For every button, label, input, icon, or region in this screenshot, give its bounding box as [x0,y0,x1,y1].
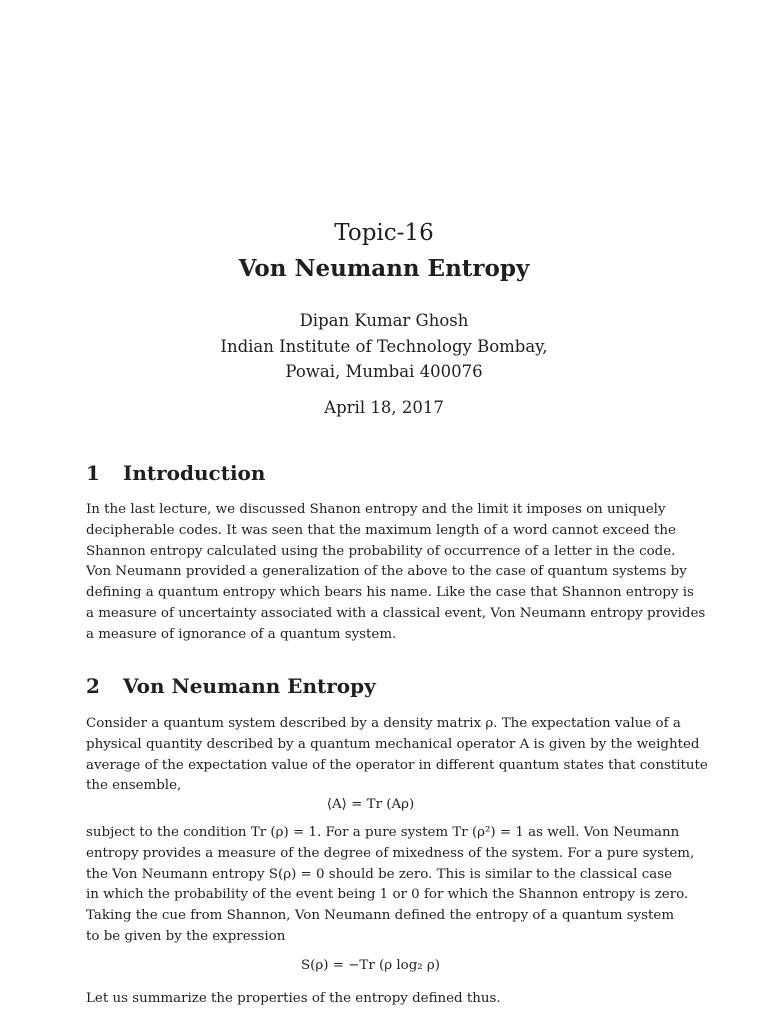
text-line: physical quantity described by a quantum mechanical operator A is given by the weighted [86,736,700,752]
text-line: decipherable codes. It was seen that the maximum length of a word cannot exceed the [86,522,676,538]
equation-von-neumann-entropy: S(ρ) = −Tr (ρ log₂ ρ) [300,958,441,973]
text-line: the ensemble, [86,778,182,794]
text-line: to be given by the expression [86,928,286,944]
section-title: Introduction [123,461,266,485]
paragraph [86,500,706,646]
section-heading-von-neumann-entropy [86,674,376,698]
author-institution: Indian Institute of Technology Bombay, [220,337,548,356]
section-number: 2 [86,674,100,698]
text-line: Shannon entropy calculated using the probability of occurrence of a letter in the code. [86,543,676,559]
text-line: defining a quantum entropy which bears his name. Like the case that Shannon entropy is [86,585,694,601]
document-date: April 18, 2017 [324,398,444,417]
paragraph [86,823,695,948]
section-title: Von Neumann Entropy [123,674,376,698]
topic-label: Topic-16 [334,220,434,246]
paragraph [86,989,655,1010]
paragraph [86,714,708,797]
text-line: in which the probability of the event being 1 or 0 for which the Shannon entropy is zero. [86,887,689,903]
section-number: 1 [86,461,100,485]
text-line: a measure of ignorance of a quantum system. [86,626,397,642]
text-line: Consider a quantum system described by a density matrix ρ. The expectation value of a [86,716,681,731]
text-line: Von Neumann provided a generalization of the above to the case of quantum systems by [86,564,687,580]
section-heading-introduction [86,461,265,485]
equation-expectation-value: ⟨A⟩ = Tr (Aρ) [326,797,415,812]
author-address: Powai, Mumbai 400076 [285,362,483,381]
text-line: Let us summarize the properties of the entropy defined thus. [86,991,501,1006]
text-line: average of the expectation value of the operator in different quantum states that constitute [86,757,708,773]
text-line: a measure of uncertainty associated with a classical event, Von Neumann entropy provides [86,605,706,621]
text-line: the Von Neumann entropy S(ρ) = 0 should be zero. This is similar to the classical case [86,866,672,882]
document-title: Von Neumann Entropy [238,255,530,282]
text-line: subject to the condition Tr (ρ) = 1. For a pure system Tr (ρ²) = 1 as well. Von Neumann [86,825,680,840]
text-line: In the last lecture, we discussed Shanon entropy and the limit it imposes on uniquely [86,502,666,517]
text-line: entropy provides a measure of the degree of mixedness of the system. For a pure system, [86,845,695,861]
text-line: Taking the cue from Shannon, Von Neumann defined the entropy of a quantum system [86,908,675,924]
author-name: Dipan Kumar Ghosh [299,311,469,330]
